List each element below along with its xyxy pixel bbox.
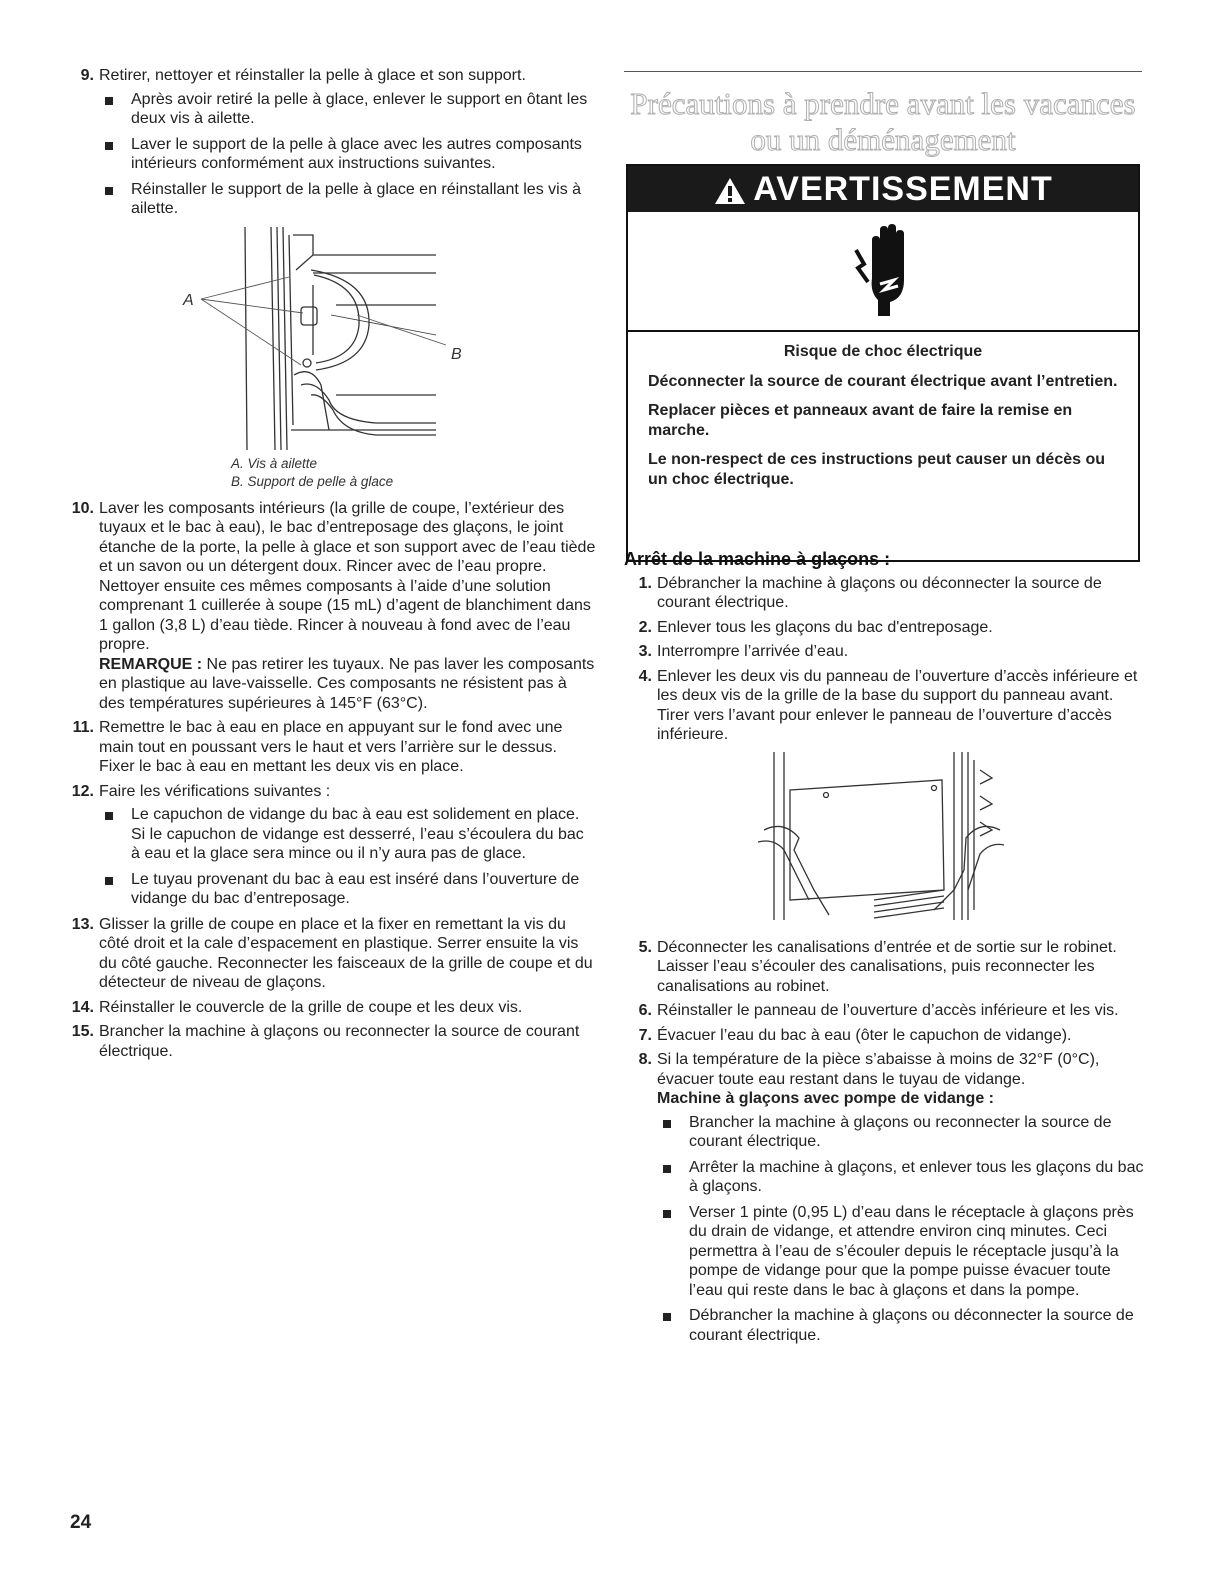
step-text: Déconnecter les canalisations d’entrée et de sortie sur le robinet. Laisser l’eau s’écouler des canalisations, puis reconnecter les canalisations au robinet. — [657, 938, 1117, 995]
step-text: Si la température de la pièce s’abaisse à moins de 32°F (0°C), évacuer toute eau restant dans le tuyau de vidange. — [657, 1051, 1100, 1088]
step-text: Glisser la grille de coupe en place et la fixer en remettant la vis du côté droit et la cale d’espacement en plastique. Serrer ensuite la vis du côté gauche. Reconnecter les faisceaux de la grille de coupe et du détecteur de niveau de glaçons. — [99, 915, 593, 991]
section-title — [624, 86, 1142, 158]
step-text: Débrancher la machine à glaçons ou déconnecter la source de courant électrique. — [657, 574, 1102, 611]
list-item: Verser 1 pinte (0,95 L) d’eau dans le réceptacle à glaçons près du drain de vidange, et attendre environ cinq minutes. Ceci permettra à l’eau de s’écouler depuis le réceptacle jusqu’à la pompe de vidange pour que la pompe puisse évacuer toute l’eau qui reste dans le bac à glaçons et dans la pompe. — [657, 1203, 1144, 1301]
list-item: Réinstaller le support de la pelle à glace en réinstallant les vis à ailette. — [99, 180, 596, 219]
access-panel-figure — [624, 750, 1144, 930]
list-item: Brancher la machine à glaçons ou reconnecter la source de courant électrique. — [657, 1113, 1144, 1152]
step-number: 11. — [72, 719, 94, 736]
step-5 — [624, 938, 1144, 997]
warning-triangle-icon — [713, 176, 747, 206]
step-number: 13. — [71, 915, 94, 933]
step-15 — [66, 1022, 596, 1061]
subhead-shutdown: Arrêt de la machine à glaçons : — [624, 549, 891, 569]
note-text: Ne pas retirer les tuyaux. Ne pas laver les composants en plastique au lave-vaisselle. Ces composants ne résistent pas à des températures supérieures à 145°F (63°C). — [99, 655, 595, 712]
step-number: 9. — [80, 67, 94, 84]
step-text: Brancher la machine à glaçons ou reconnecter la source de courant électrique. — [99, 1023, 580, 1060]
label-a: A — [183, 291, 194, 309]
note — [99, 655, 596, 714]
step-text: Interrompre l’arrivée d’eau. — [657, 643, 849, 660]
section-title-line-1: Précautions à prendre avant les vacances — [630, 86, 1136, 121]
step-3 — [624, 642, 1144, 662]
note-label: REMARQUE : — [99, 655, 203, 673]
step-text: Réinstaller le panneau de l’ouverture d’accès inférieure et les vis. — [657, 1002, 1119, 1019]
step-number: 12. — [71, 782, 94, 800]
step-10 — [66, 499, 596, 714]
step-number: 2. — [638, 618, 652, 636]
ice-scoop-illustration — [161, 225, 481, 455]
bullet-list — [99, 805, 596, 909]
step-number: 8. — [638, 1051, 652, 1068]
step-text: Faire les vérifications suivantes : — [99, 782, 331, 800]
step-7 — [624, 1026, 1144, 1046]
step-number: 7. — [638, 1026, 652, 1044]
step-number: 15. — [71, 1023, 94, 1040]
list-item: Le capuchon de vidange du bac à eau est solidement en place. Si le capuchon de vidange est desserré, l’eau s’écoulera du bac à eau et la glace sera mince ou il n’y aura pas de glace. — [99, 805, 596, 864]
electric-shock-hand-icon — [850, 220, 920, 320]
step-number: 10. — [71, 499, 94, 517]
step-number: 1. — [638, 574, 652, 592]
list-item: Débrancher la machine à glaçons ou déconnecter la source de courant électrique. — [657, 1306, 1144, 1345]
warning-hazard: Risque de choc électrique — [783, 343, 983, 360]
step-text: Évacuer l’eau du bac à eau (ôter le capuchon de vidange). — [657, 1026, 1072, 1044]
section-title-line-2: ou un déménagement — [750, 122, 1016, 157]
step-2 — [624, 618, 1144, 638]
list-item: Après avoir retiré la pelle à glace, enlever le support en ôtant les deux vis à ailette. — [99, 90, 596, 129]
step-text: Enlever tous les glaçons du bac d'entreposage. — [657, 618, 993, 636]
step-1 — [624, 574, 1144, 613]
step-text: Enlever les deux vis du panneau de l’ouverture d’accès inférieure et les deux vis de la grille de la base du support du panneau avant. Tirer vers l’avant pour enlever le panneau de l’ouverture d’accès inférieure. — [657, 667, 1138, 743]
step-8 — [624, 1050, 1144, 1345]
warning-icon-area — [628, 212, 1138, 332]
pump-heading: Machine à glaçons avec pompe de vidange : — [657, 1090, 994, 1107]
warning-line-3: Le non-respect de ces instructions peut causer un décès ou un choc électrique. — [648, 451, 1106, 488]
step-text: Réinstaller le couvercle de la grille de coupe et les deux vis. — [99, 998, 523, 1016]
list-item: Arrêter la machine à glaçons, et enlever tous les glaçons du bac à glaçons. — [657, 1158, 1144, 1197]
ice-scoop-figure — [66, 225, 596, 491]
step-text: Retirer, nettoyer et réinstaller la pelle à glace et son support. — [99, 67, 526, 84]
label-b: B — [451, 345, 462, 363]
warning-body — [628, 332, 1138, 489]
step-14 — [66, 998, 596, 1018]
right-column — [624, 550, 1144, 1351]
step-11 — [66, 718, 596, 777]
bullet-list — [657, 1113, 1144, 1346]
step-6 — [624, 1001, 1144, 1021]
warning-header — [628, 166, 1138, 212]
step-text: Remettre le bac à eau en place en appuyant sur le fond avec une main tout en poussant vers le haut et vers l’arrière sur le dessus. Fixer le bac à eau en mettant les deux vis en place. — [99, 719, 563, 775]
step-4 — [624, 667, 1144, 745]
figure-caption-a: A. Vis à ailette — [231, 455, 318, 471]
step-number: 6. — [638, 1002, 652, 1019]
warning-header-text: AVERTISSEMENT — [753, 170, 1053, 208]
list-item: Laver le support de la pelle à glace avec les autres composants intérieurs conformément aux instructions suivantes. — [99, 135, 596, 174]
step-13 — [66, 915, 596, 993]
step-number: 5. — [638, 938, 652, 956]
list-item: Le tuyau provenant du bac à eau est inséré dans l’ouverture de vidange du bac d’entreposage. — [99, 870, 596, 909]
step-text: Laver les composants intérieurs (la grille de coupe, l’extérieur des tuyaux et le bac à eau), le bac d’entreposage des glaçons, le joint étanche de la porte, la pelle à glace et son support avec de l’eau tiède et un savon ou un détergent doux. Rincer avec de l’eau propre. Nettoyer ensuite ces mêmes composants à l’aide d’une solution comprenant 1 cuillerée à soupe (15 mL) d’agent de blanchiment dans 1 gallon (3,8 L) d’eau tiède. Rincer à nouveau à fond avec de l’eau propre. — [99, 499, 596, 653]
access-panel-illustration — [754, 750, 1014, 930]
step-number: 3. — [638, 643, 652, 660]
bullet-list — [99, 90, 596, 219]
step-number: 4. — [638, 667, 652, 685]
step-number: 14. — [71, 998, 94, 1016]
warning-line-1: Déconnecter la source de courant électrique avant l’entretien. — [648, 372, 1118, 390]
warning-box — [626, 164, 1140, 562]
step-9 — [66, 66, 596, 219]
section-rule — [624, 71, 1142, 72]
warning-line-2: Replacer pièces et panneaux avant de faire la remise en marche. — [648, 402, 1073, 439]
figure-caption-b: B. Support de pelle à glace — [231, 473, 394, 489]
step-12 — [66, 782, 596, 909]
left-column — [66, 66, 596, 1066]
page-number: 24 — [70, 1512, 92, 1533]
